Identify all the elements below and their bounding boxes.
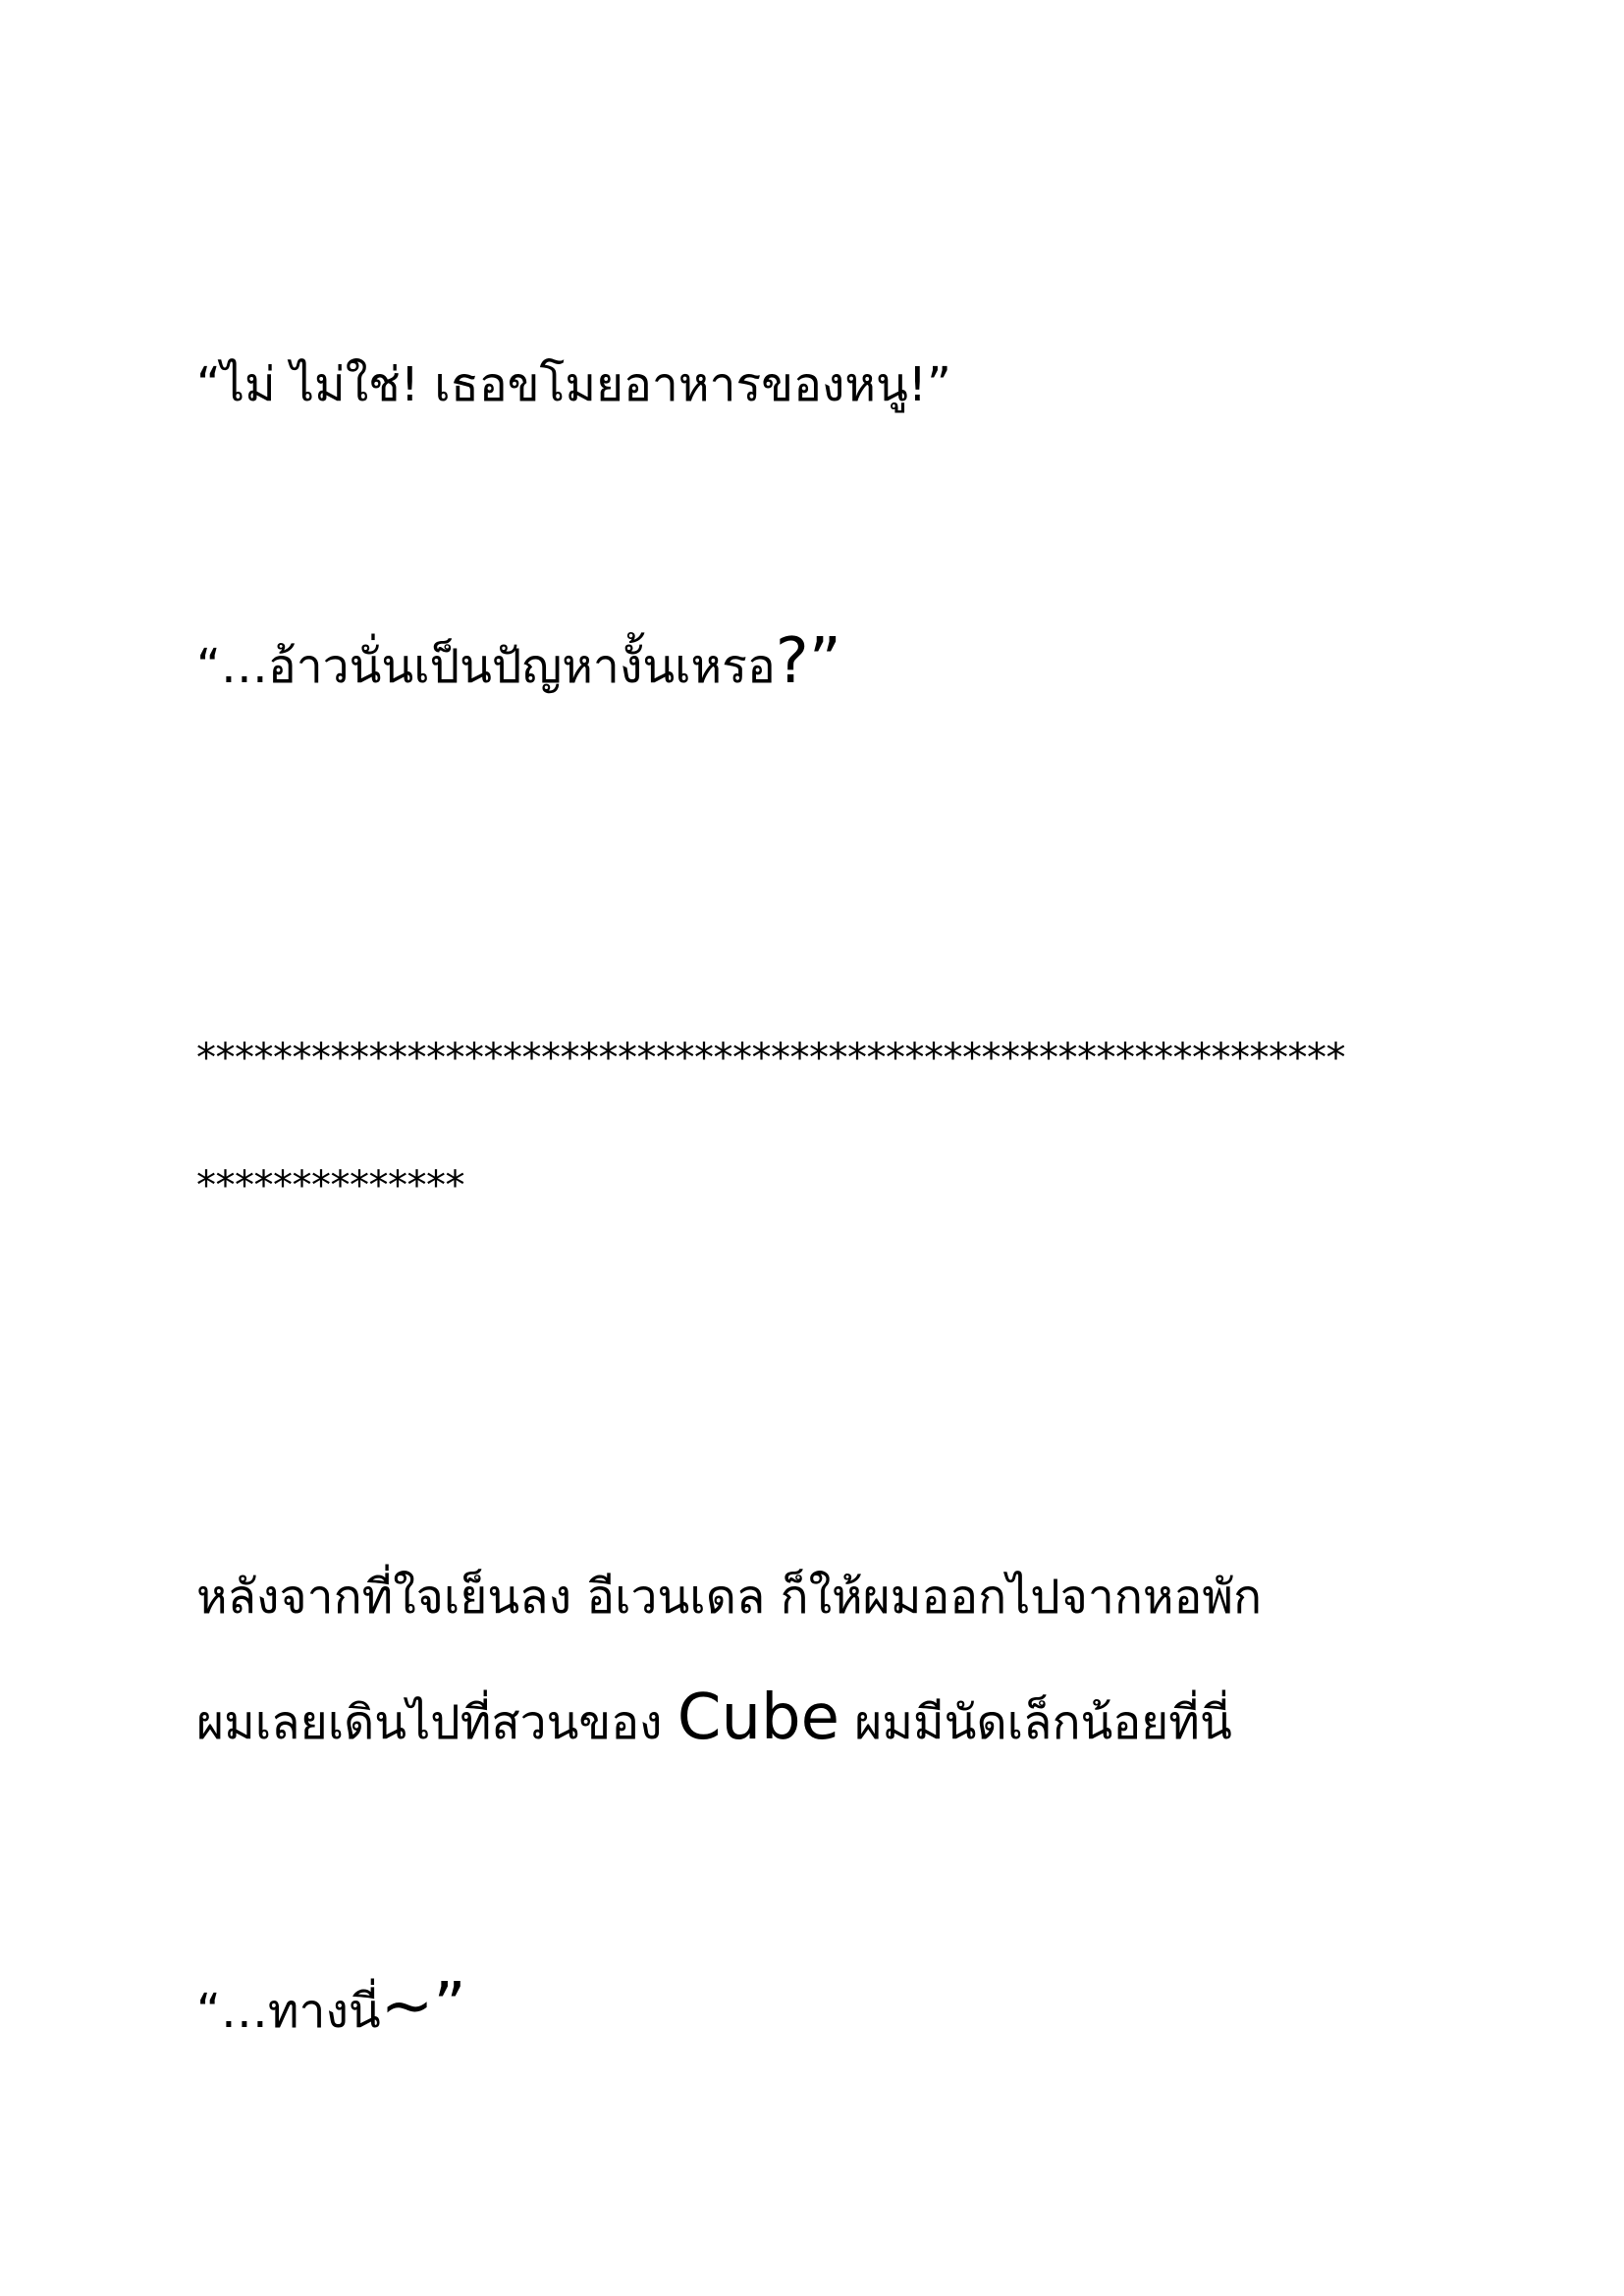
separator-asterisks: ************** bbox=[196, 1163, 464, 1208]
place-name: Cube bbox=[677, 1682, 839, 1754]
scene-separator-continued bbox=[196, 1163, 464, 1208]
dialogue-line-2 bbox=[196, 625, 841, 698]
dialogue-punctuation: ?” bbox=[775, 625, 841, 698]
narration-line-2 bbox=[196, 1682, 1232, 1754]
dialogue-line-1 bbox=[196, 357, 951, 412]
scene-separator bbox=[196, 1036, 1345, 1081]
dialogue-text: “…อ้าวนั่นเป็นปัญหางั้นเหรอ bbox=[196, 639, 776, 694]
narration-text: ผมมีนัดเล็กน้อยที่นี่ bbox=[839, 1695, 1232, 1750]
narration-text: ผมเลยเดินไปที่สวนของ bbox=[196, 1695, 677, 1750]
dialogue-text: “ไม่ ไม่ใช่! เธอขโมยอาหารของหนู!” bbox=[196, 357, 951, 412]
dialogue-punctuation: ~” bbox=[380, 1970, 466, 2043]
narration-line-1 bbox=[196, 1570, 1263, 1625]
dialogue-text: “…ทางนี่ bbox=[196, 1984, 381, 2039]
separator-asterisks: ************************************************************ bbox=[196, 1036, 1345, 1081]
narration-text: หลังจากที่ใจเย็นลง อีเวนเดล ก็ให้ผมออกไปจากหอพัก bbox=[196, 1570, 1263, 1625]
dialogue-line-3 bbox=[196, 1970, 466, 2043]
